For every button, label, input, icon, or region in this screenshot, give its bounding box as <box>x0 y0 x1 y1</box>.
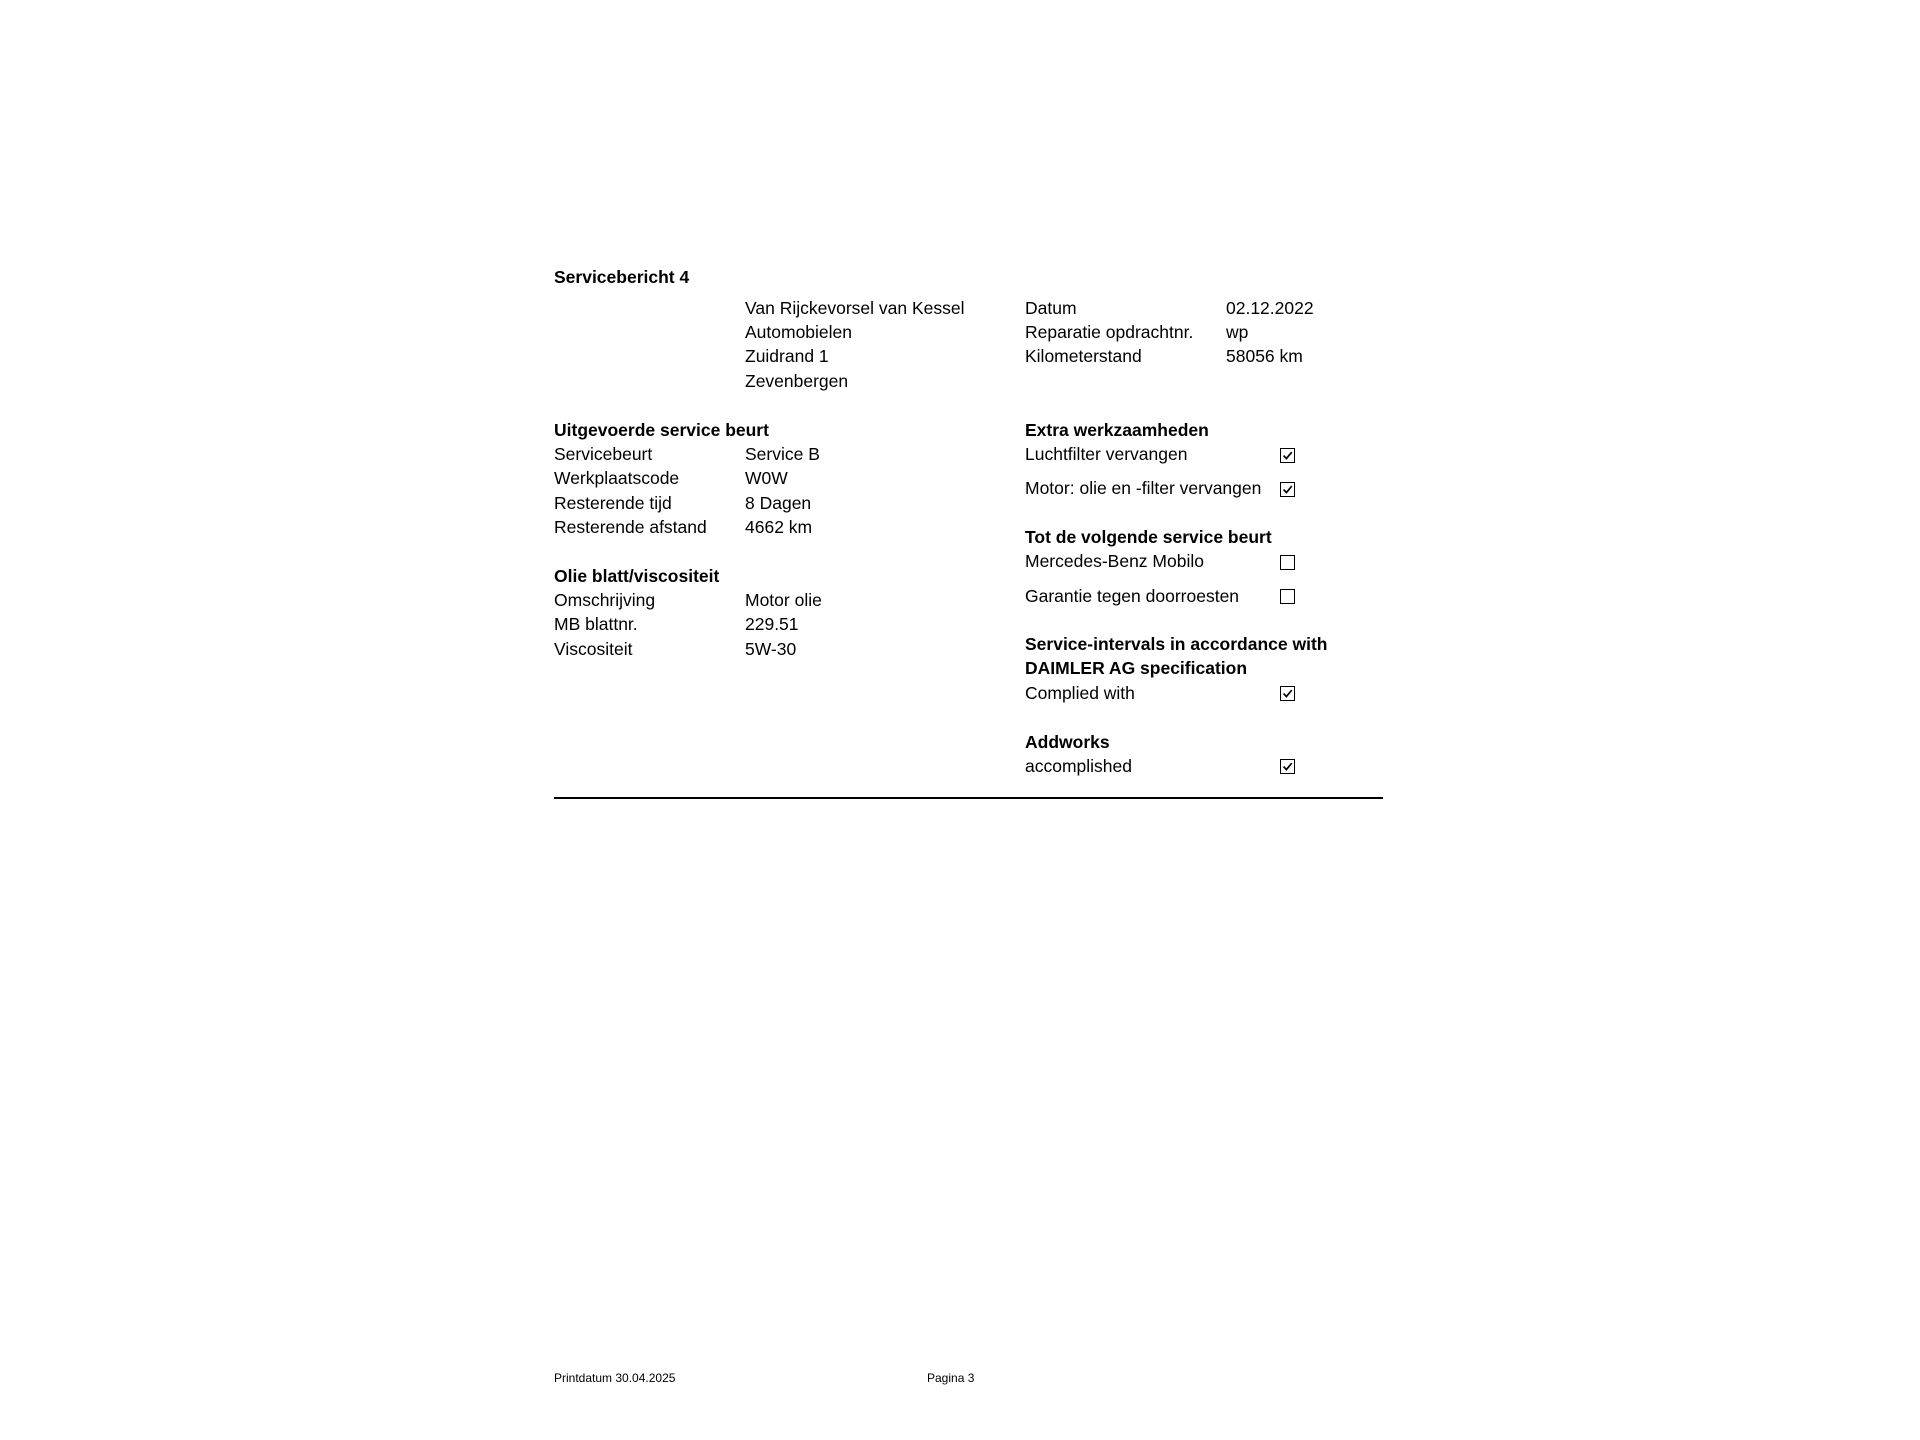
date-value: 02.12.2022 <box>1226 298 1314 318</box>
intervals-heading-line-2: DAIMLER AG specification <box>1025 658 1248 678</box>
complied-with-checkbox[interactable] <box>1280 686 1295 701</box>
dealer-city: Zevenbergen <box>745 371 849 391</box>
order-number-label: Reparatie opdrachtnr. <box>1025 322 1194 342</box>
mb-sheet-label: MB blattnr. <box>554 614 638 634</box>
mobilo-checkbox[interactable] <box>1280 555 1295 570</box>
air-filter-label: Luchtfilter vervangen <box>1025 444 1188 464</box>
remaining-time-value: 8 Dagen <box>745 493 812 513</box>
dealer-street: Zuidrand 1 <box>745 346 829 366</box>
remaining-distance-label: Resterende afstand <box>554 517 707 537</box>
mileage-label: Kilometerstand <box>1025 346 1142 366</box>
intervals-heading-line-1: Service-intervals in accordance with <box>1025 634 1328 654</box>
rust-warranty-label: Garantie tegen doorroesten <box>1025 586 1240 606</box>
accomplished-checkbox[interactable] <box>1280 759 1295 774</box>
dealer-name-line-2: Automobielen <box>745 322 853 342</box>
checkmark-icon <box>1281 687 1294 700</box>
oil-heading: Olie blatt/viscositeit <box>554 566 720 586</box>
document-title: Servicebericht 4 <box>554 267 690 287</box>
oil-description-value: Motor olie <box>745 590 822 610</box>
oil-filter-checkbox[interactable] <box>1280 482 1295 497</box>
viscosity-label: Viscositeit <box>554 639 633 659</box>
extra-work-heading: Extra werkzaamheden <box>1025 420 1209 440</box>
date-label: Datum <box>1025 298 1077 318</box>
checkmark-icon <box>1281 449 1294 462</box>
checkmark-icon <box>1281 483 1294 496</box>
service-heading: Uitgevoerde service beurt <box>554 420 769 440</box>
remaining-distance-value: 4662 km <box>745 517 813 537</box>
addworks-heading: Addworks <box>1025 732 1110 752</box>
complied-with-label: Complied with <box>1025 683 1135 703</box>
mb-sheet-value: 229.51 <box>745 614 799 634</box>
section-divider <box>554 797 1383 799</box>
workshop-code-label: Werkplaatscode <box>554 468 680 488</box>
service-type-label: Servicebeurt <box>554 444 653 464</box>
service-type-value: Service B <box>745 444 820 464</box>
accomplished-label: accomplished <box>1025 756 1132 776</box>
oil-description-label: Omschrijving <box>554 590 656 610</box>
viscosity-value: 5W-30 <box>745 639 797 659</box>
air-filter-checkbox[interactable] <box>1280 448 1295 463</box>
dealer-name-line-1: Van Rijckevorsel van Kessel <box>745 298 965 318</box>
mileage-value: 58056 km <box>1226 346 1303 366</box>
order-number-value: wp <box>1226 322 1249 342</box>
rust-warranty-checkbox[interactable] <box>1280 589 1295 604</box>
oil-filter-label: Motor: olie en -filter vervangen <box>1025 478 1262 498</box>
page-number: Pagina 3 <box>927 1371 975 1385</box>
next-service-heading: Tot de volgende service beurt <box>1025 527 1272 547</box>
workshop-code-value: W0W <box>745 468 788 488</box>
print-date: Printdatum 30.04.2025 <box>554 1371 676 1385</box>
checkmark-icon <box>1281 760 1294 773</box>
mobilo-label: Mercedes-Benz Mobilo <box>1025 551 1204 571</box>
remaining-time-label: Resterende tijd <box>554 493 672 513</box>
